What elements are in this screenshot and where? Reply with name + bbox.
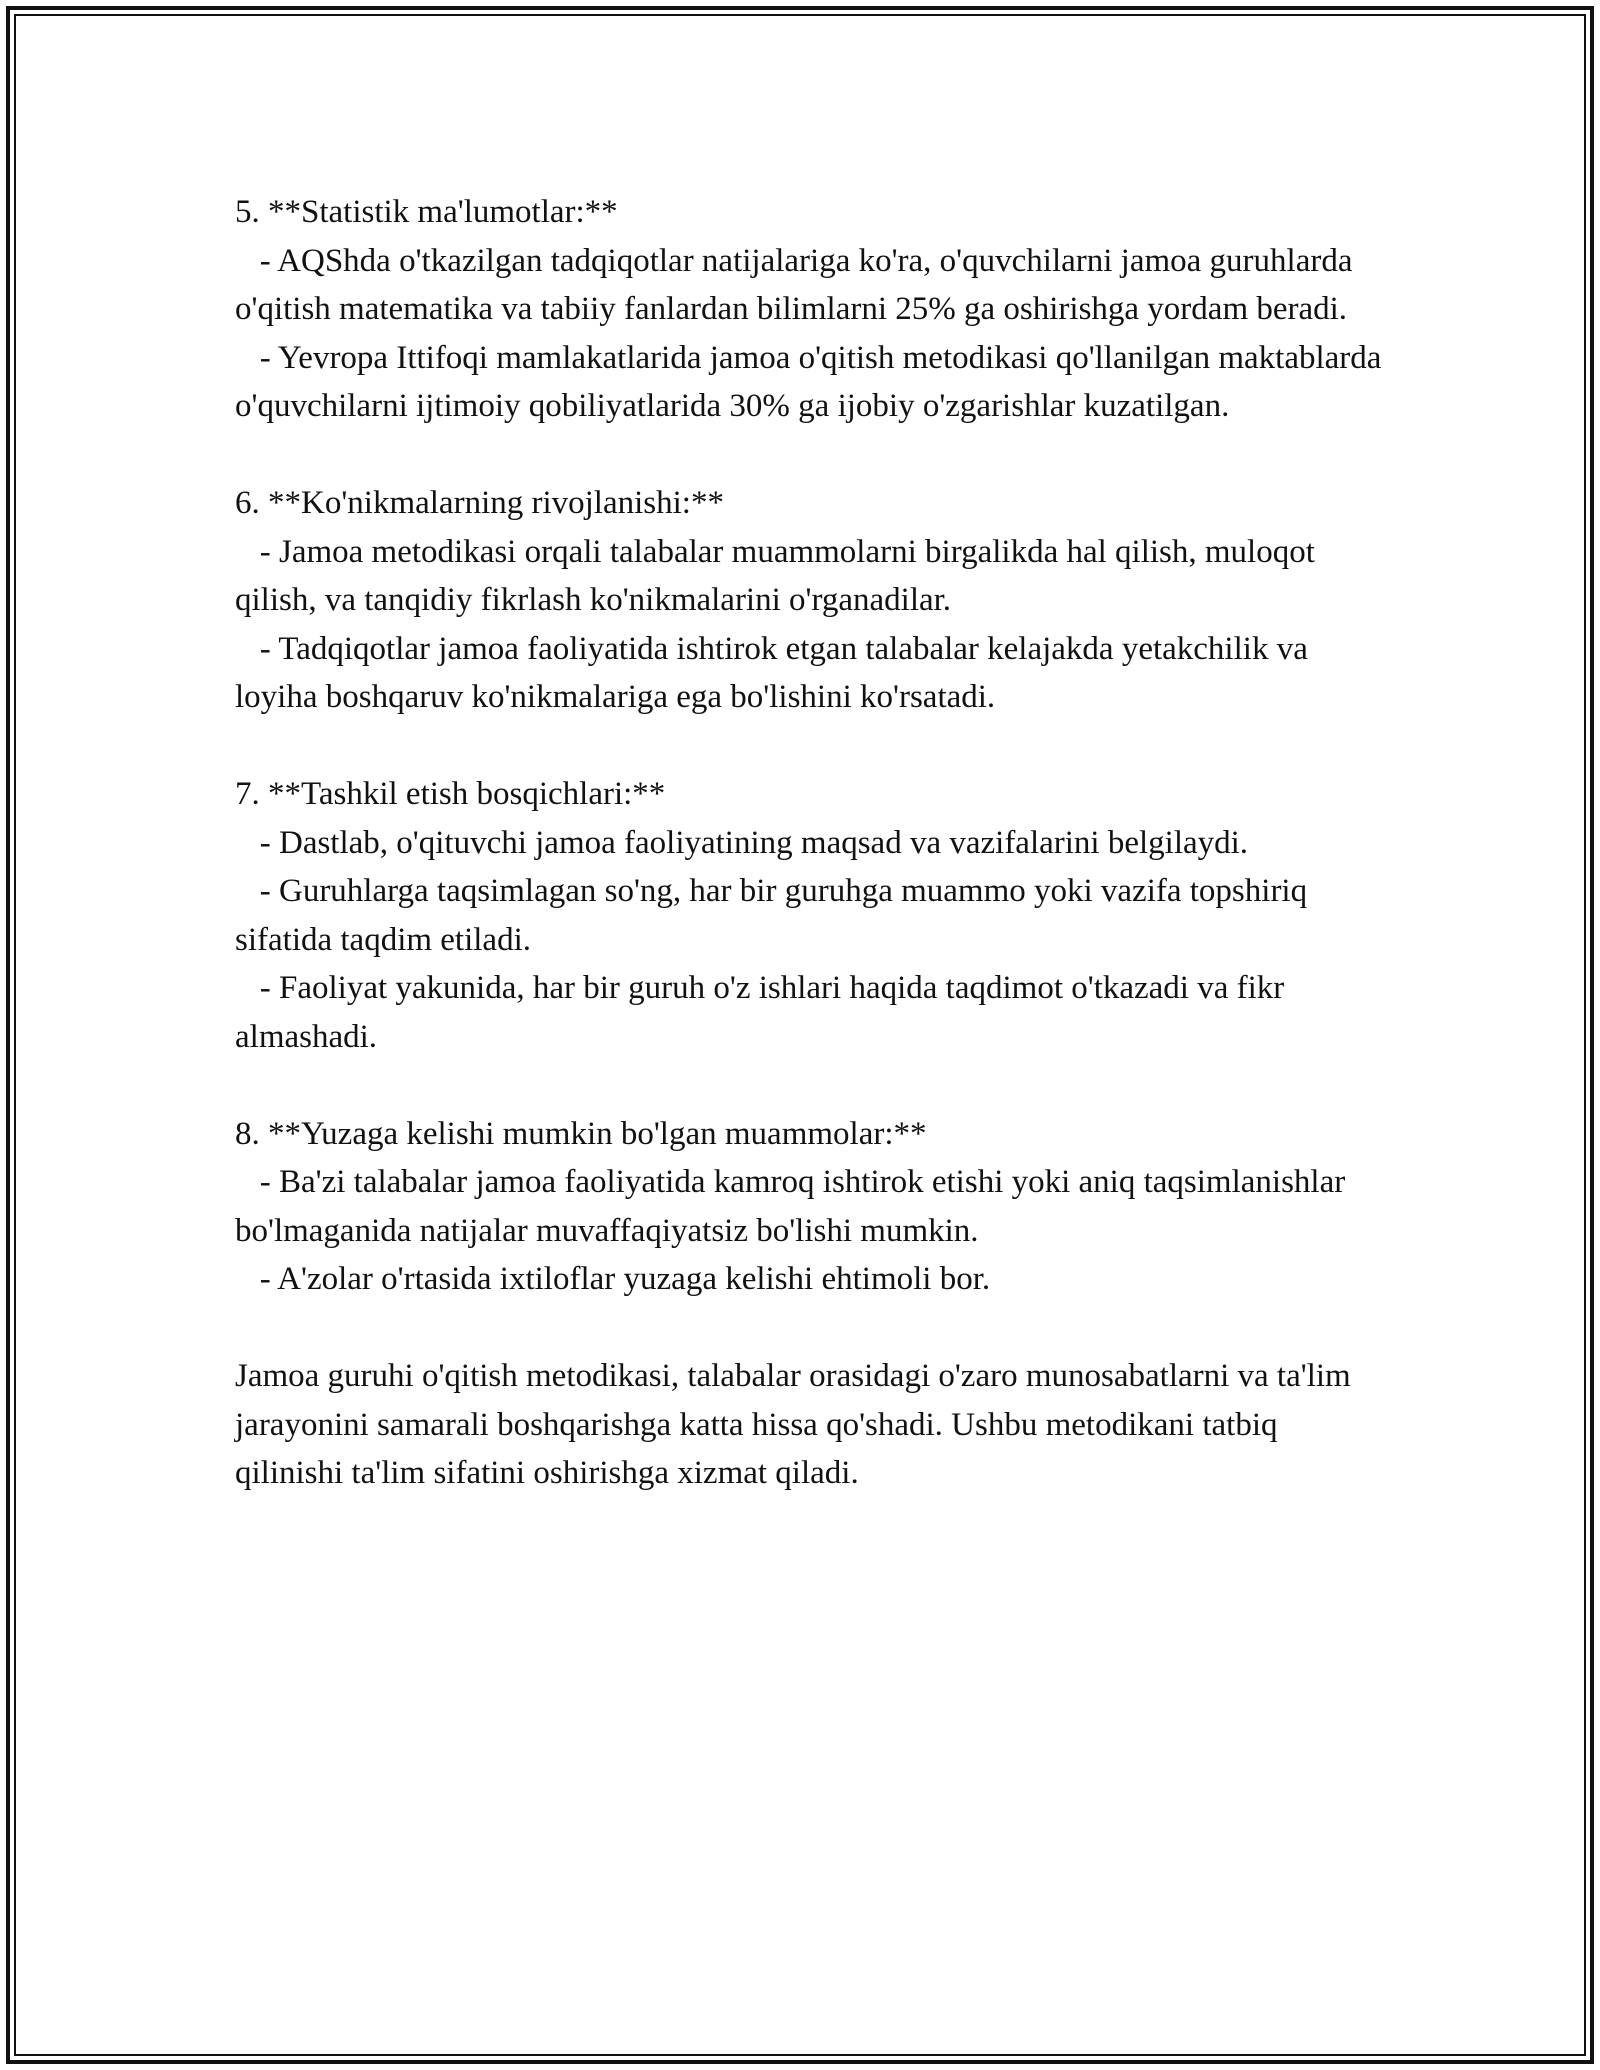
bullet-item: - Tadqiqotlar jamoa faoliyatida ishtirok etgan talabalar kelajakda yetakchilik va loyiha boshqaruv ko'nikmalariga ega bo'lishini ko'rsatadi. [235,630,1317,715]
bullet-item: - Jamoa metodikasi orqali talabalar muammolarni birgalikda hal qilish, muloqot qilish, va tanqidiy fikrlash ko'nikmalarini o'rganadilar. [235,533,1324,618]
bullet-item: - Yevropa Ittifoqi mamlakatlarida jamoa o'qitish metodikasi qo'llanilgan maktablarda o'quvchilarni ijtimoiy qobiliyatlarida 30% ga ijobiy o'zgarishlar kuzatilgan. [235,339,1390,424]
document-body [235,188,1390,1498]
bullet-item: - A'zolar o'rtasida ixtiloflar yuzaga kelishi ehtimoli bor. [235,1261,991,1297]
bullet-item: - Ba'zi talabalar jamoa faoliyatida kamroq ishtirok etishi yoki aniq taqsimlanishlar bo'lmaganida natijalar muvaffaqiyatsiz bo'lishi mumkin. [235,1164,1354,1249]
bullet-item: - AQShda o'tkazilgan tadqiqotlar natijalariga ko'ra, o'quvchilarni jamoa guruhlarda o'qitish matematika va tabiiy fanlardan bilimlarni 25% ga oshirishga yordam beradi. [235,242,1361,327]
paragraph-gap [235,722,1385,771]
bullet-item: - Guruhlarga taqsimlagan so'ng, har bir guruhga muammo yoki vazifa topshiriq sifatida taqdim etiladi. [235,873,1316,958]
conclusion-paragraph: Jamoa guruhi o'qitish metodikasi, talabalar orasidagi o'zaro munosabatlarni va ta'lim jarayonini samarali boshqarishga katta hissa qo'shadi. Ushbu metodikani tatbiq qilinishi ta'lim sifatini oshirishga xizmat qiladi. [235,1358,1359,1491]
section-heading: 8. **Yuzaga kelishi mumkin bo'lgan muammolar:** [235,1115,927,1152]
section-heading: 7. **Tashkil etish bosqichlari:** [235,776,666,812]
section-organization-stages [235,770,1385,1061]
section-possible-problems [235,1110,1385,1304]
paragraph-gap [235,1061,1385,1110]
bullet-item: - Faoliyat yakunida, har bir guruh o'z ishlari haqida taqdimot o'tkazadi va fikr almashadi. [235,970,1293,1055]
paragraph-gap [235,1304,1385,1353]
section-heading: 6. **Ko'nikmalarning rivojlanishi:** [235,485,724,521]
paragraph-gap [235,431,1385,480]
bullet-item: - Dastlab, o'qituvchi jamoa faoliyatining maqsad va vazifalarini belgilaydi. [235,824,1249,861]
section-heading: 5. **Statistik ma'lumotlar:** [235,194,618,230]
section-statistics [235,188,1390,431]
section-skills [235,479,1385,722]
